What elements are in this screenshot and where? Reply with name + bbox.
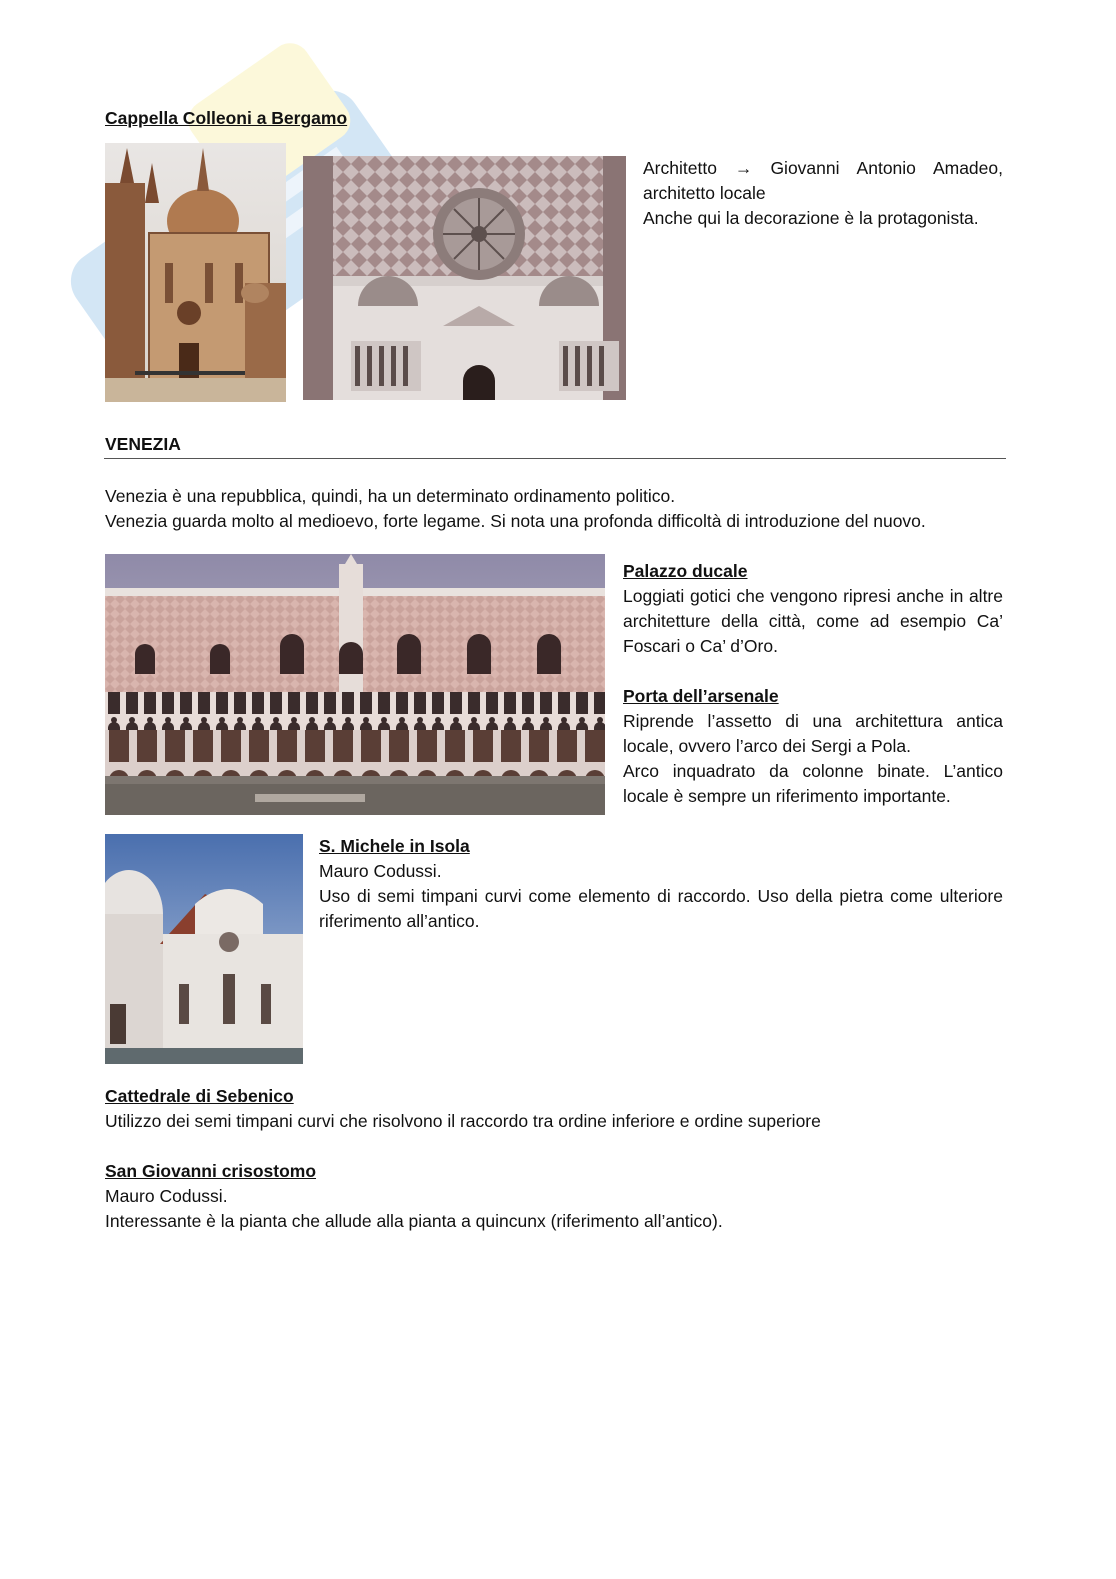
michele-author: Mauro Codussi. bbox=[319, 861, 442, 881]
colleoni-text bbox=[643, 156, 1003, 231]
palazzo-text: Loggiati gotici che vengono ripresi anche in altre architetture della città, come ad esempio Ca’ Foscari o Ca’ d’Oro. bbox=[623, 586, 1003, 656]
venezia-line-2: Venezia guarda molto al medioevo, forte legame. Si nota una profonda difficoltà di introduzione del nuovo. bbox=[105, 511, 926, 531]
colleoni-line-2: architetto locale bbox=[643, 183, 766, 203]
image-palazzo-ducale bbox=[105, 554, 605, 815]
crisostomo-block bbox=[105, 1159, 1015, 1234]
michele-title: S. Michele in Isola bbox=[319, 836, 470, 856]
arsenale-block bbox=[623, 684, 1003, 809]
arsenale-text-2: Arco inquadrato da colonne binate. L’antico locale è sempre un riferimento importante. bbox=[623, 761, 1003, 806]
venezia-line-1: Venezia è una repubblica, quindi, ha un determinato ordinamento politico. bbox=[105, 486, 676, 506]
michele-block bbox=[319, 834, 1003, 934]
colleoni-line-3: Anche qui la decorazione è la protagonista. bbox=[643, 208, 979, 228]
crisostomo-text: Interessante è la pianta che allude alla pianta a quincunx (riferimento all’antico). bbox=[105, 1211, 723, 1231]
image-cappella-colleoni bbox=[105, 143, 286, 402]
venezia-intro bbox=[105, 484, 1015, 534]
image-san-michele bbox=[105, 834, 303, 1064]
section-title-colleoni: Cappella Colleoni a Bergamo bbox=[105, 108, 348, 128]
sebenico-title: Cattedrale di Sebenico bbox=[105, 1086, 294, 1106]
crisostomo-title: San Giovanni crisostomo bbox=[105, 1161, 317, 1181]
image-facade-detail bbox=[303, 156, 626, 400]
crisostomo-author: Mauro Codussi. bbox=[105, 1186, 228, 1206]
section-title-venezia: VENEZIA bbox=[105, 434, 181, 454]
sebenico-text: Utilizzo dei semi timpani curvi che risolvono il raccordo tra ordine inferiore e ordine superiore bbox=[105, 1111, 821, 1131]
colleoni-line-1: Architetto → Giovanni Antonio Amadeo, bbox=[643, 158, 1003, 178]
palazzo-block bbox=[623, 559, 1003, 659]
arsenale-title: Porta dell’arsenale bbox=[623, 686, 779, 706]
sebenico-block bbox=[105, 1084, 1015, 1134]
michele-text: Uso di semi timpani curvi come elemento di raccordo. Uso della pietra come ulteriore riferimento all’antico. bbox=[319, 886, 1003, 931]
section-divider bbox=[104, 458, 1006, 459]
arsenale-text: Riprende l’assetto di una architettura antica locale, ovvero l’arco dei Sergi a Pola. bbox=[623, 711, 1003, 756]
palazzo-title: Palazzo ducale bbox=[623, 561, 748, 581]
